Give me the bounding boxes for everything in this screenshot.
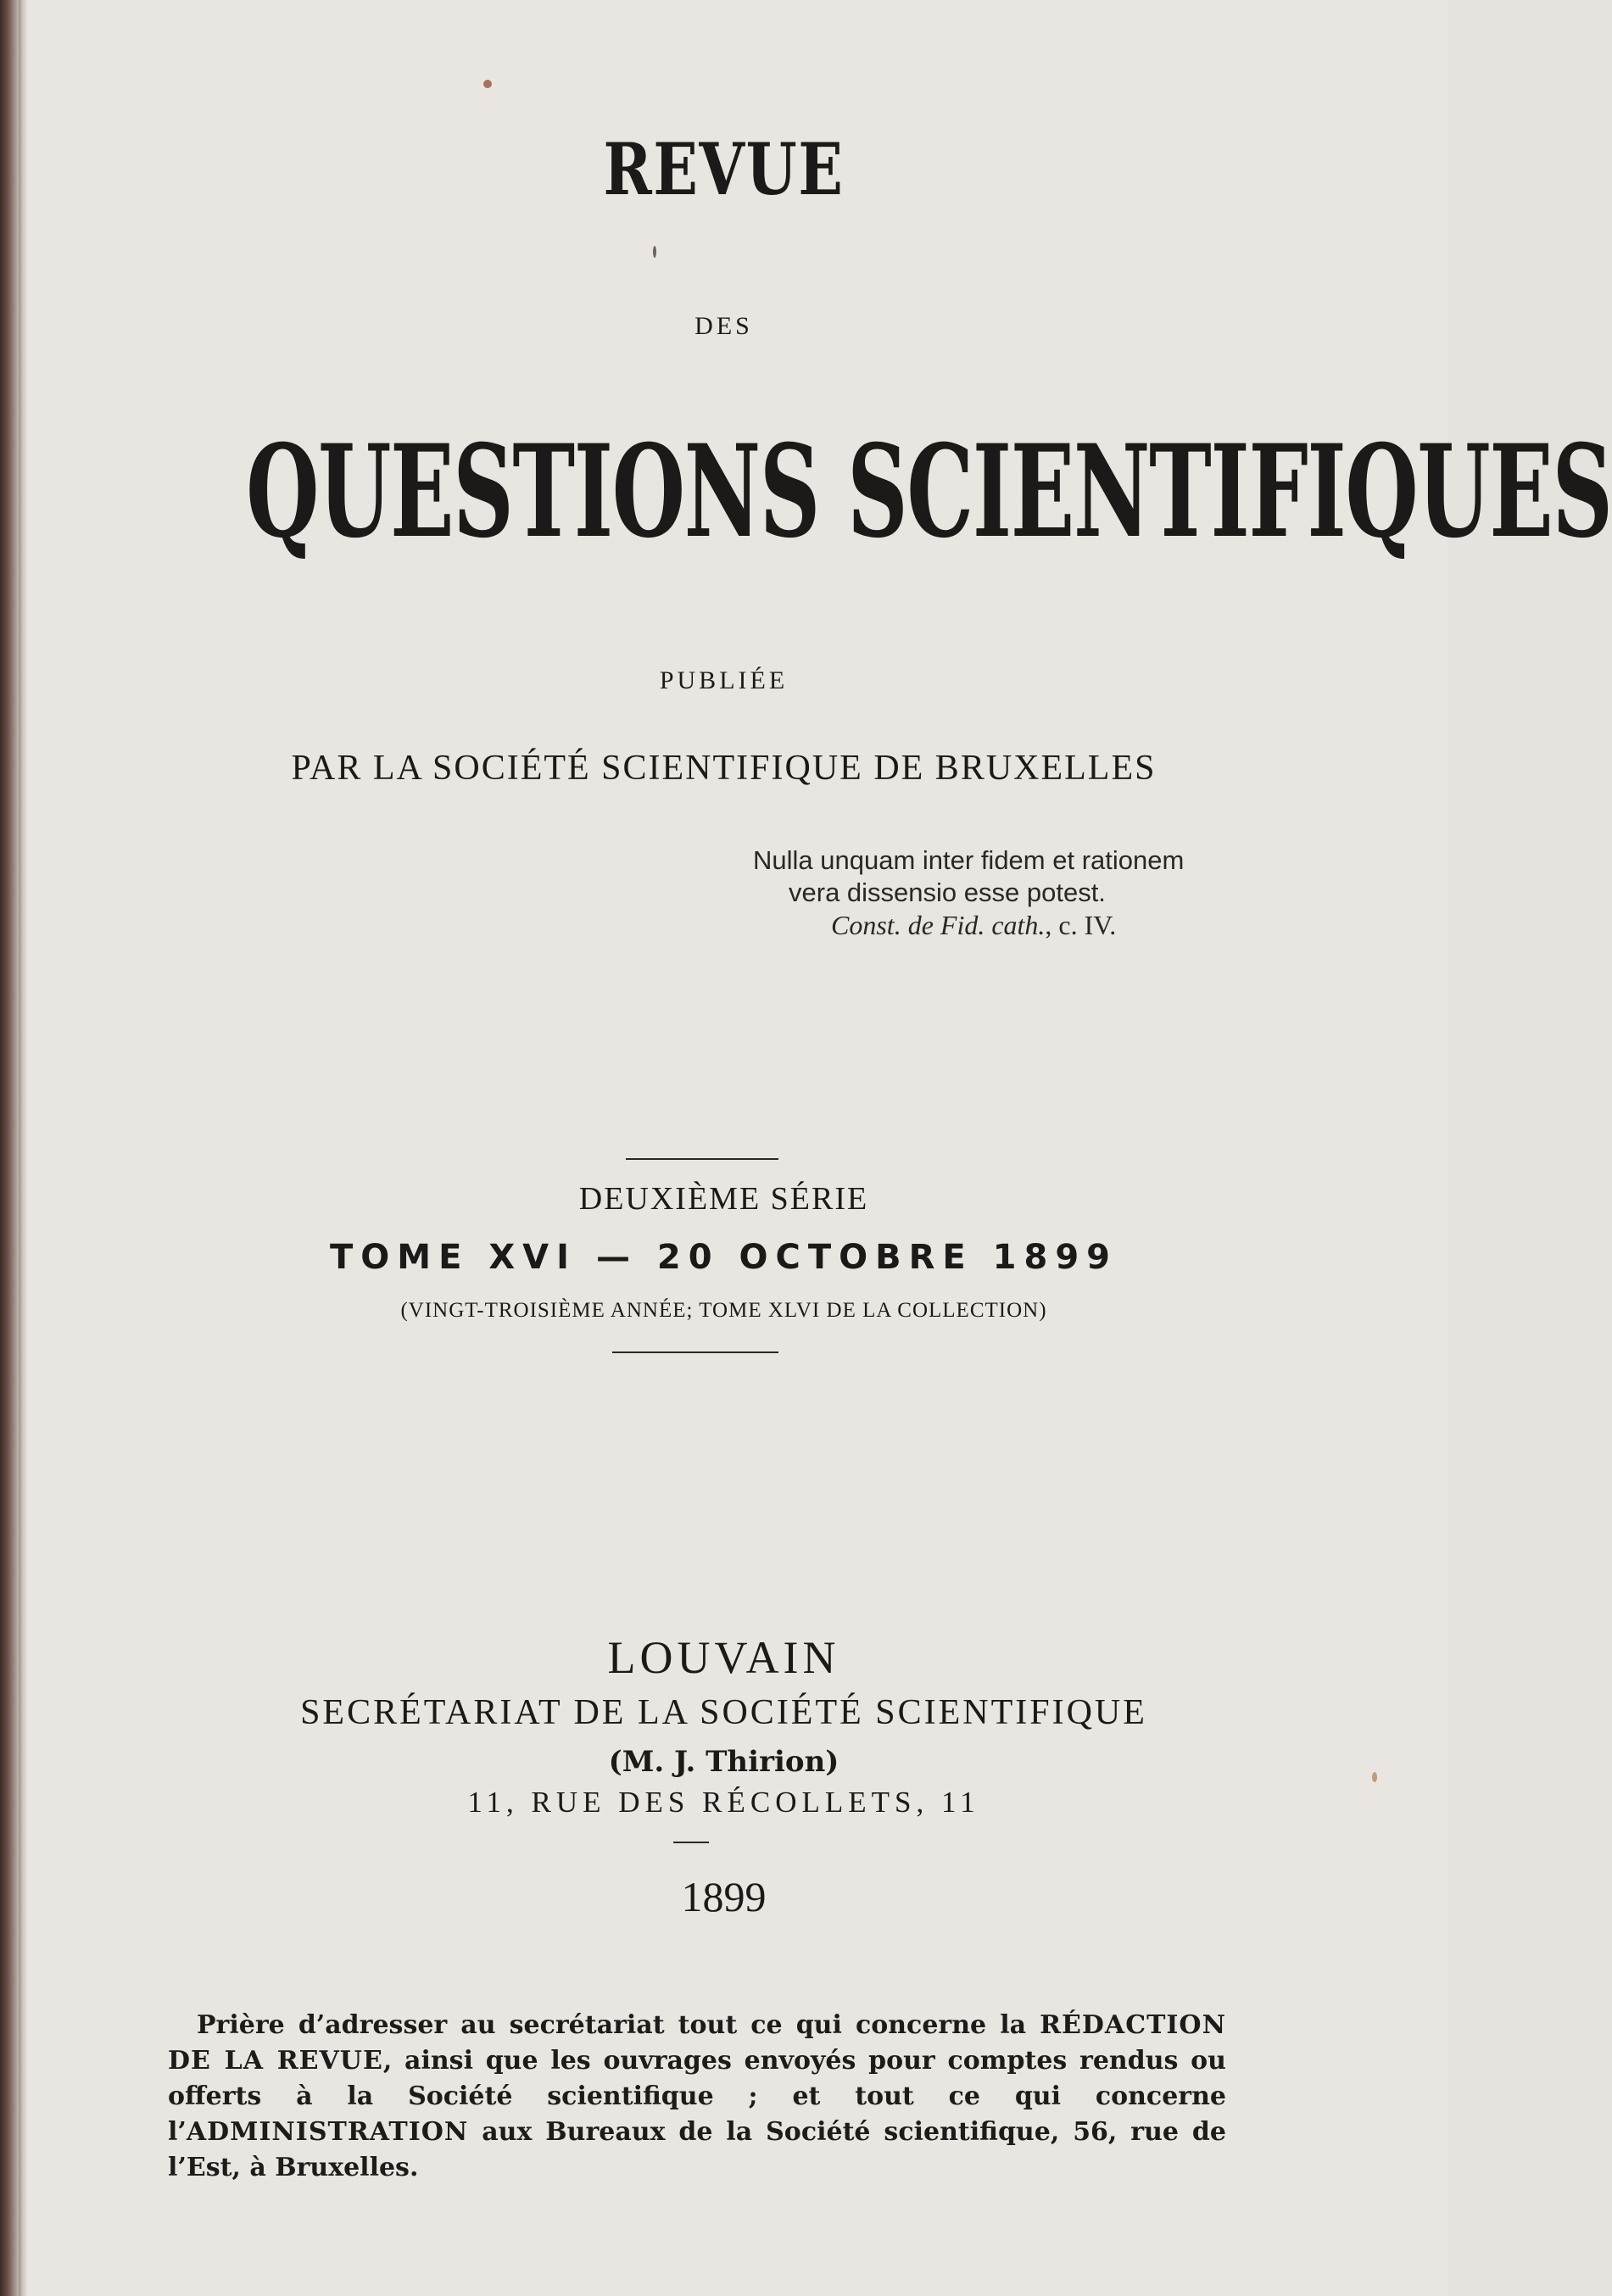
notice-part-1: Prière d’adresser au secrétariat tout ce qui concerne la (197, 2010, 1040, 2040)
publiee-label: PUBLIÉE (659, 666, 789, 694)
imprint-address: 11, RUE DES RÉCOLLETS, 11 (467, 1786, 980, 1819)
volume-date: TOME XVI — 20 OCTOBRE 1899 (330, 1238, 1118, 1277)
journal-word-revue: REVUE (603, 127, 845, 211)
series-label: DEUXIÈME SÉRIE (578, 1181, 869, 1217)
paper-speck (653, 246, 656, 258)
notice-part-2: , ainsi que les ouvrages envoyés pour comptes rendus ou offerts à la Société scientifique ; et tout ce qui concerne l’ (168, 2046, 1226, 2147)
imprint-year: 1899 (681, 1873, 767, 1920)
paper-speck (483, 80, 492, 88)
epigraph-line-1: Nulla unquam inter fidem et rationem (753, 845, 1185, 875)
imprint-secretariat: SECRÉTARIAT DE LA SOCIÉTÉ SCIENTIFIQUE (300, 1693, 1147, 1732)
rule-short (673, 1842, 709, 1843)
spine-shadow (19, 0, 27, 2296)
rule-bottom (612, 1351, 778, 1353)
paper-speck (1372, 1772, 1377, 1782)
rule-top (626, 1158, 778, 1160)
epigraph (753, 844, 1364, 941)
notice-paragraph (168, 2008, 1226, 2186)
imprint-city: LOUVAIN (607, 1632, 840, 1683)
volume-note: (VINGT-TROISIÈME ANNÉE; TOME XLVI DE LA COLLECTION) (400, 1299, 1047, 1322)
journal-title: QUESTIONS SCIENTIFIQUES (246, 417, 1612, 566)
notice-part-3: aux Bureaux de la Société scientifique, 56, rue de l’Est, à Bruxelles. (168, 2117, 1226, 2182)
notice-bold-administration: ADMINISTRATION (186, 2117, 469, 2147)
epigraph-line-2: vera dissensio esse potest. (789, 878, 1106, 907)
epigraph-source (753, 909, 1364, 941)
notice-text (168, 2008, 1226, 2186)
epigraph-source-chapter: , c. IV. (1045, 910, 1117, 940)
publisher-line: PAR LA SOCIÉTÉ SCIENTIFIQUE DE BRUXELLES (291, 749, 1157, 788)
imprint-person: (M. J. Thirion) (608, 1745, 839, 1779)
journal-word-des: DES (694, 312, 753, 340)
notice-bold-redaction: RÉDACTION DE LA REVUE (168, 2010, 1226, 2076)
epigraph-source-title: Const. de Fid. cath. (831, 910, 1046, 940)
